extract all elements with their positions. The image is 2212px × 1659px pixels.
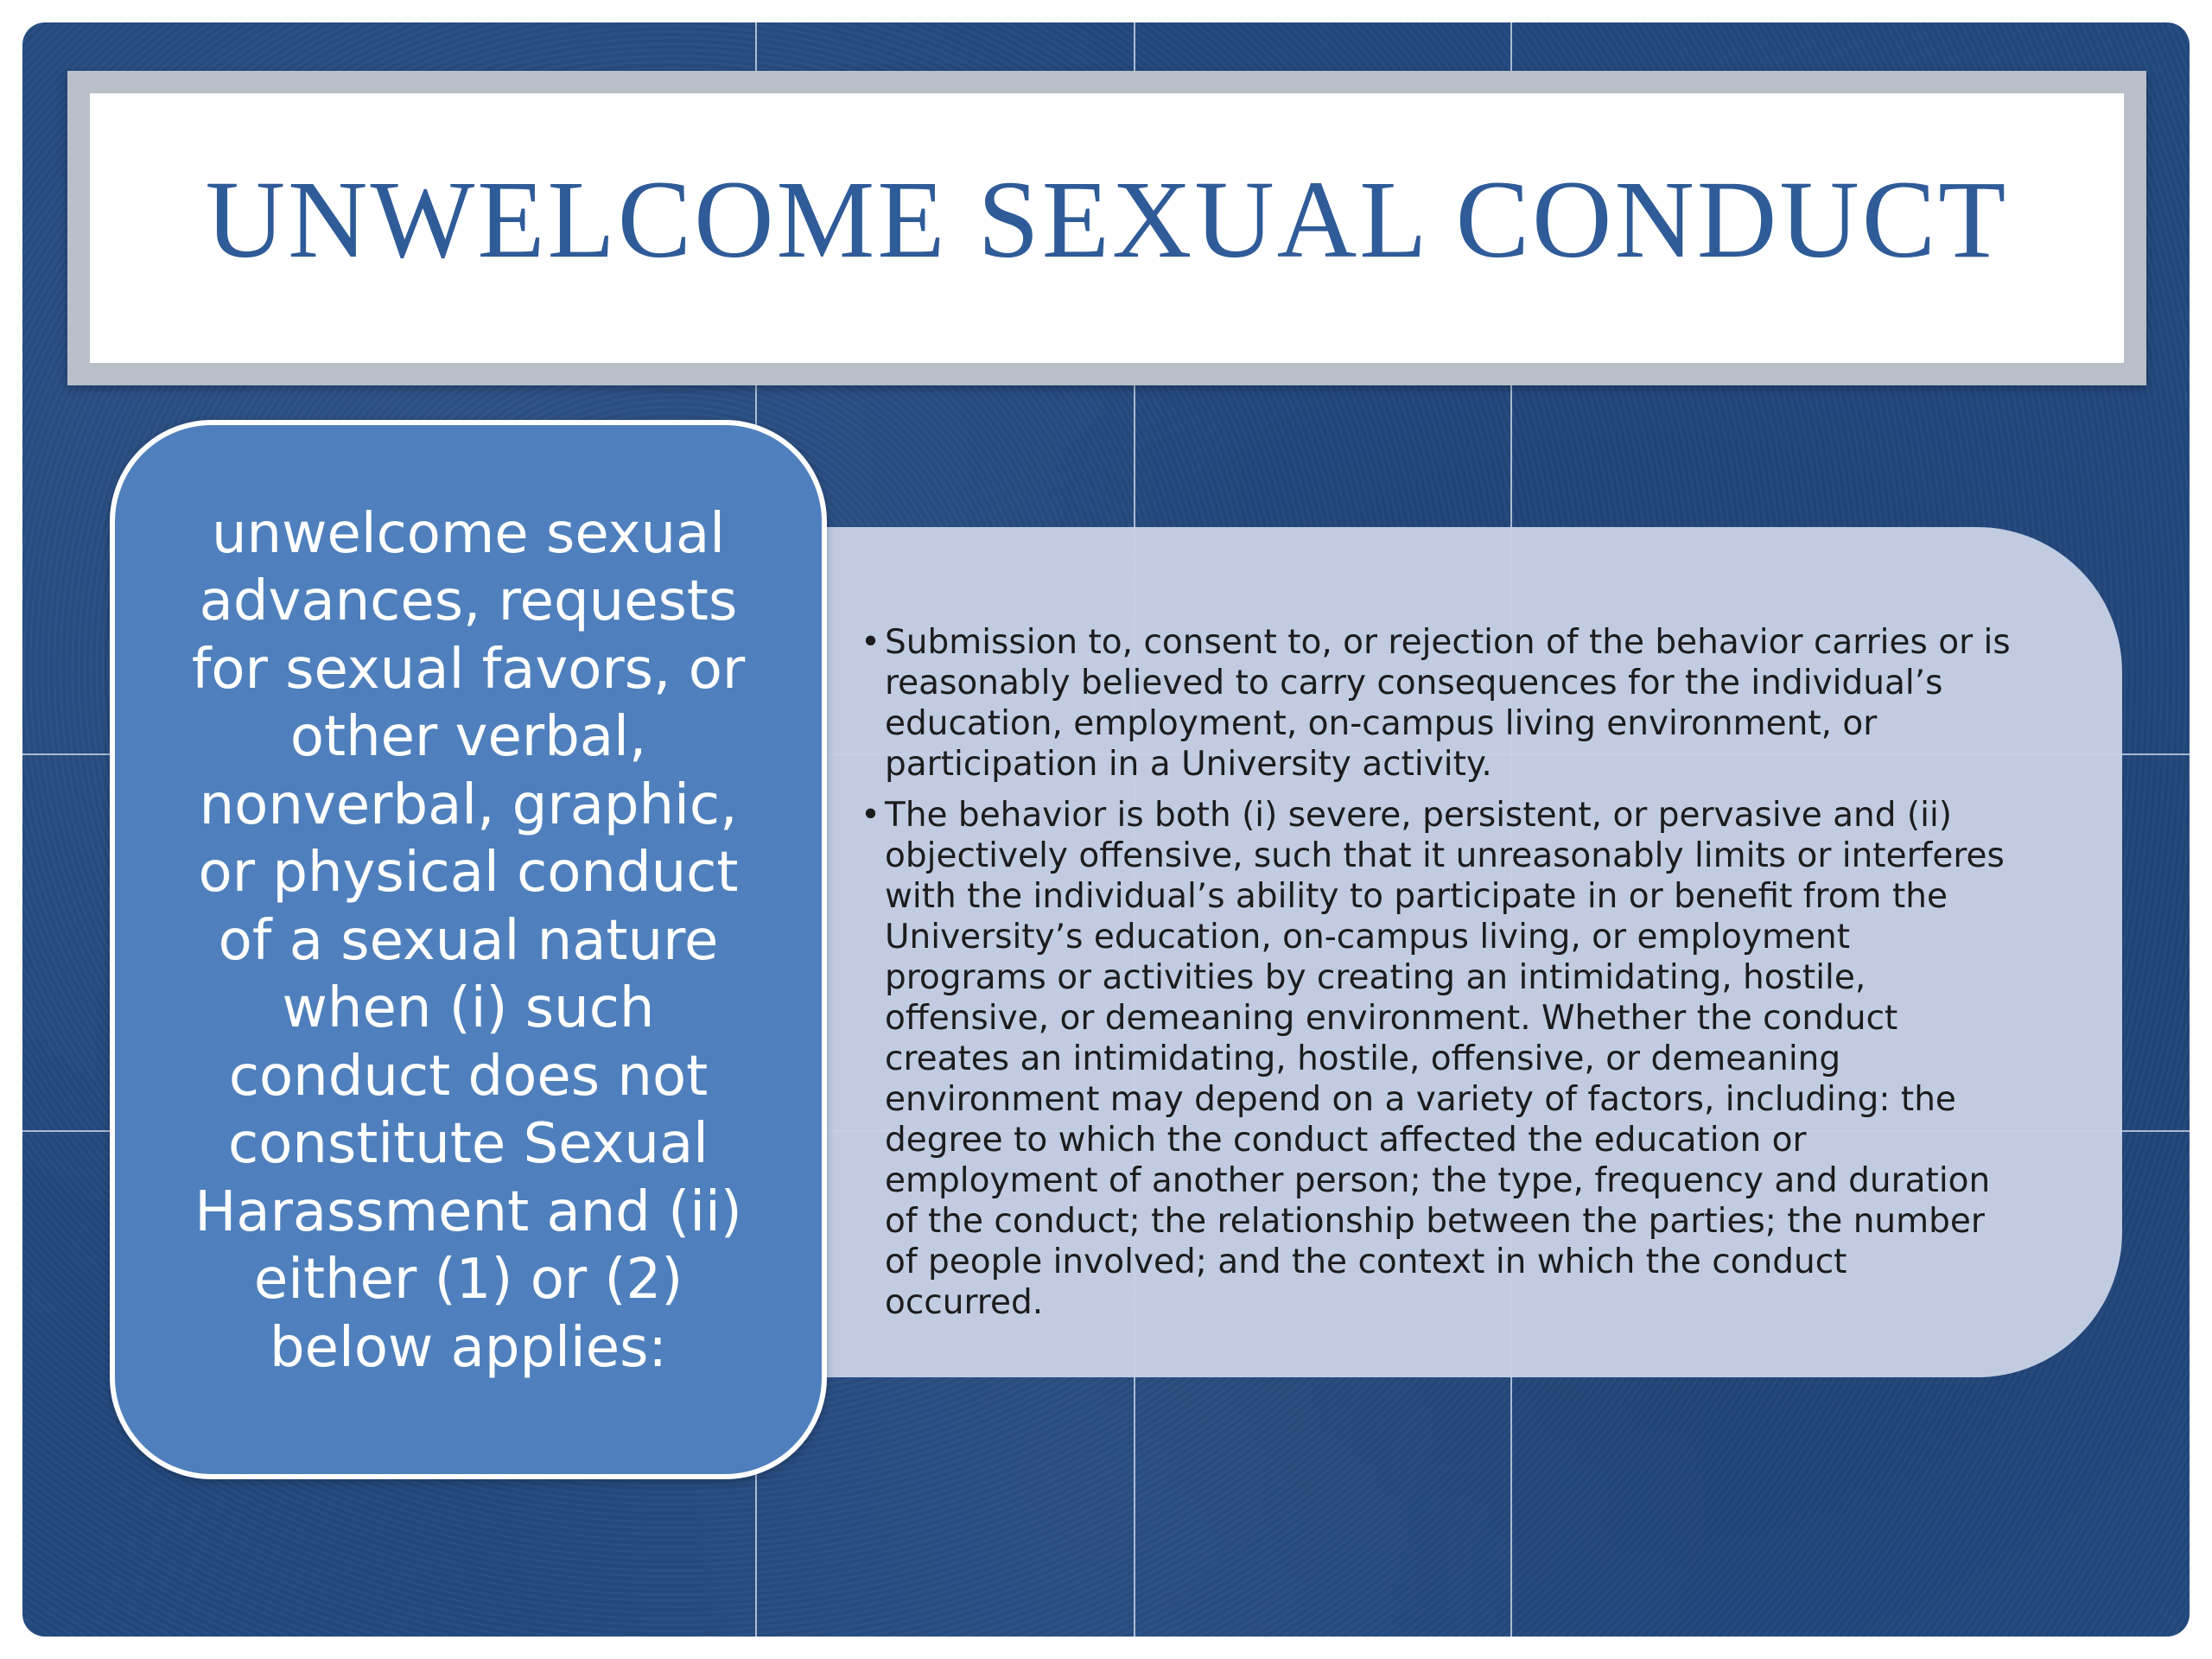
slide bbox=[22, 22, 2190, 1637]
bullet-icon: • bbox=[861, 796, 881, 835]
definition-line: either (1) or (2) bbox=[253, 1248, 683, 1313]
condition-line: Submission to, consent to, or rejection of the behavior carries or is bbox=[885, 623, 2011, 662]
definition-line: Harassment and (ii) bbox=[194, 1179, 742, 1244]
definition-line: advances, requests bbox=[199, 569, 738, 634]
condition-line: participation in a University activity. bbox=[885, 745, 1492, 784]
definition-panel bbox=[110, 420, 827, 1479]
condition-item bbox=[861, 795, 2088, 1323]
condition-line: of the conduct; the relationship between the parties; the number bbox=[885, 1202, 1985, 1241]
condition-line: offensive, or demeaning environment. Whether the conduct bbox=[885, 999, 1898, 1038]
condition-line: creates an intimidating, hostile, offensive, or demeaning bbox=[885, 1039, 1841, 1078]
condition-line: University’s education, on-campus living, or employment bbox=[885, 918, 1850, 957]
condition-line: degree to which the conduct affected the education or bbox=[885, 1121, 1807, 1160]
definition-line: unwelcome sexual bbox=[211, 501, 726, 566]
condition-line: with the individual’s ability to participate in or benefit from the bbox=[885, 877, 1948, 916]
definition-text bbox=[166, 500, 771, 1382]
definition-line: nonverbal, graphic, bbox=[199, 772, 738, 837]
condition-line: reasonably believed to carry consequences for the individual’s bbox=[885, 664, 1943, 702]
title-frame bbox=[67, 71, 2146, 385]
condition-item bbox=[861, 622, 2088, 785]
condition-line: occurred. bbox=[885, 1283, 1044, 1322]
conditions-list bbox=[861, 622, 2088, 1333]
condition-line: The behavior is both (i) severe, persistent, or pervasive and (ii) bbox=[885, 796, 1952, 835]
condition-line: programs or activities by creating an intimidating, hostile, bbox=[885, 958, 1866, 997]
condition-line: education, employment, on-campus living environment, or bbox=[885, 704, 1878, 743]
condition-line: of people involved; and the context in which the conduct bbox=[885, 1243, 1847, 1281]
bullet-icon: • bbox=[861, 623, 881, 662]
condition-line: objectively offensive, such that it unreasonably limits or interferes bbox=[885, 836, 2005, 875]
definition-line: for sexual favors, or bbox=[191, 637, 746, 702]
definition-line: or physical conduct bbox=[198, 841, 739, 906]
definition-line: of a sexual nature bbox=[218, 908, 719, 973]
definition-line: when (i) such bbox=[282, 976, 655, 1041]
title-box bbox=[90, 93, 2124, 363]
conditions-panel bbox=[731, 527, 2122, 1377]
definition-line: below applies: bbox=[270, 1315, 667, 1380]
definition-line: conduct does not bbox=[228, 1044, 709, 1109]
condition-line: environment may depend on a variety of factors, including: the bbox=[885, 1080, 1956, 1119]
condition-line: employment of another person; the type, frequency and duration bbox=[885, 1161, 1991, 1200]
slide-title: UNWELCOME SEXUAL CONDUCT bbox=[205, 157, 2009, 281]
definition-line: constitute Sexual bbox=[228, 1112, 709, 1177]
definition-line: other verbal, bbox=[289, 705, 647, 770]
